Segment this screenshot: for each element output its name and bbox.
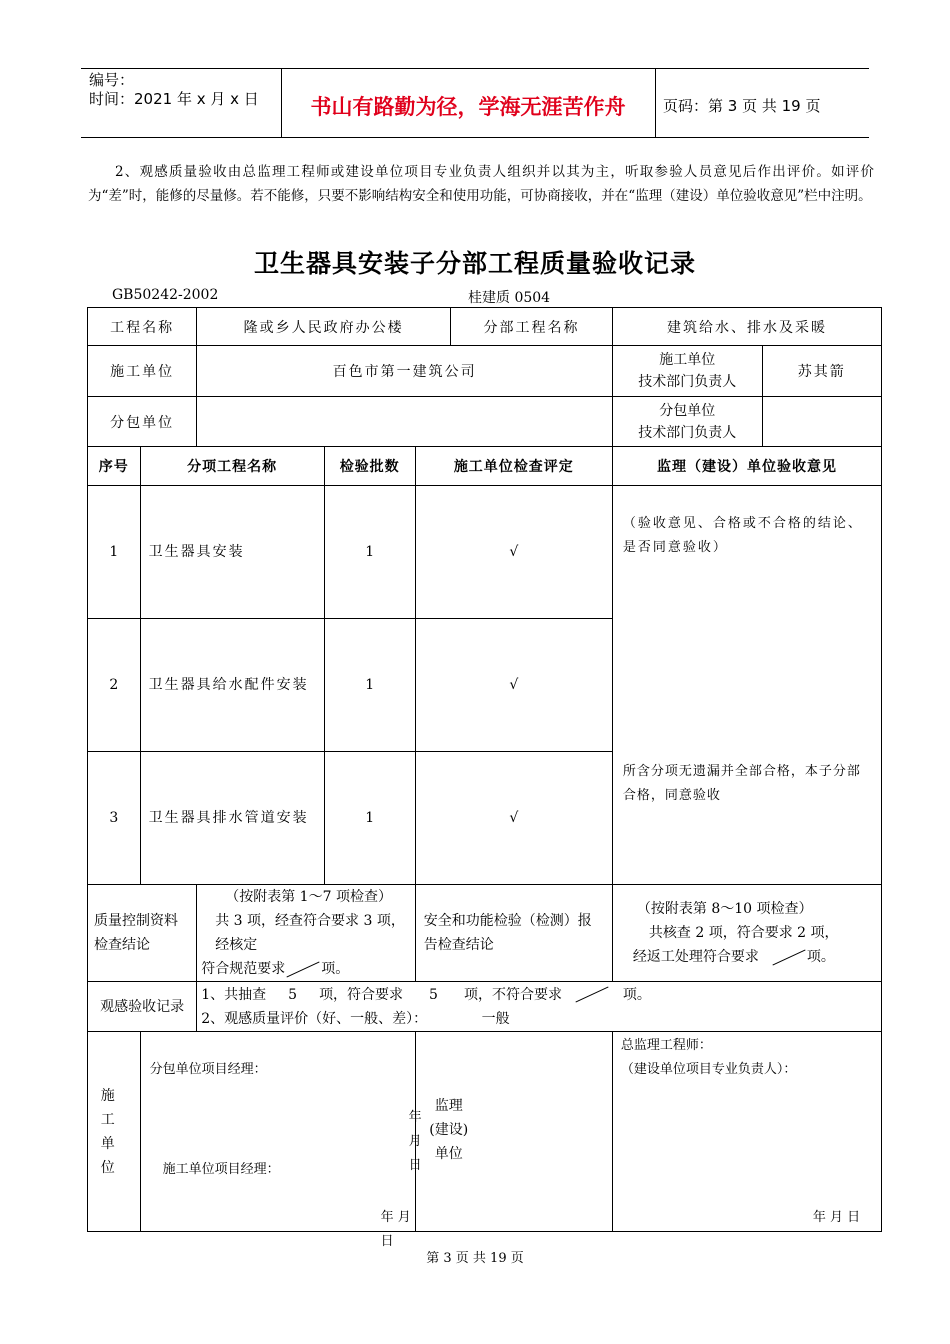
visual-line1d: 项。 — [622, 986, 651, 1003]
time-label: 时间：2021 年 x 月 x 日 — [89, 90, 259, 108]
col-eval: 施工单位检查评定 — [415, 447, 612, 486]
safety-label: 安全和功能检验（检测）报告检查结论 — [415, 885, 612, 982]
row-eval: √ — [415, 619, 612, 752]
row-item: 卫生器具安装 — [140, 486, 324, 619]
supervisor-label-block — [416, 1094, 482, 1166]
blank-slash — [287, 961, 320, 977]
visual-label: 观感验收记录 — [88, 982, 197, 1032]
supervisor-sign-label — [415, 1032, 612, 1232]
project-name: 隆或乡人民政府办公楼 — [197, 308, 451, 346]
supervisor-sign-area — [612, 1032, 881, 1232]
document-title: 卫生器具安装子分部工程质量验收记录 — [253, 249, 696, 278]
sign-date-3: 年 月 日 — [812, 1210, 861, 1225]
sub-tech — [762, 397, 881, 447]
quality-docs-result — [197, 885, 415, 982]
constructor-label-text: 施工单位 — [100, 1087, 127, 1176]
visual-line2a: 2、观感质量评价（好、一般、差）： — [201, 1010, 428, 1027]
visual-count: 5 — [288, 986, 298, 1003]
row-eval: √ — [415, 752, 612, 885]
main-pm-label: 施工单位项目经理： — [162, 1162, 280, 1177]
constructor-sign-area — [140, 1032, 422, 1249]
subcontractor-name — [197, 397, 613, 447]
header-meta — [89, 71, 259, 109]
sub-tech-label-1: 分包单位 — [659, 402, 716, 419]
quality-docs-line1: （按附表第 1～7 项检查） — [225, 889, 392, 905]
acceptance-table — [87, 307, 882, 1249]
contractor-tech: 苏其箭 — [762, 346, 881, 397]
visual-line1a: 1、共抽查 — [201, 986, 267, 1003]
blank-slash — [772, 949, 805, 965]
row-no: 1 — [88, 486, 141, 619]
safety-line3b: 项。 — [806, 949, 835, 965]
col-item: 分项工程名称 — [140, 447, 324, 486]
col-batches: 检验批数 — [324, 447, 415, 486]
visual-line1b: 项，符合要求 — [319, 986, 404, 1003]
row-item: 卫生器具给水配件安装 — [140, 619, 324, 752]
visual-result — [197, 982, 882, 1032]
quality-docs-line3b: 项。 — [321, 961, 350, 977]
sub-pm-label: 分包单位项目经理： — [149, 1062, 267, 1077]
row-batches: 1 — [324, 752, 415, 885]
supervisor-label-1: 监理 — [434, 1098, 463, 1114]
owner-label: （建设单位项目专业负责人）： — [620, 1062, 797, 1077]
blank-slash — [576, 986, 609, 1002]
row-batches: 1 — [324, 619, 415, 752]
supervisor-label-3: 单位 — [434, 1146, 463, 1162]
form-code: 桂建质 0504 — [468, 290, 551, 306]
sub-tech-label — [612, 397, 762, 447]
visual-line1c: 项，不符合要求 — [463, 986, 562, 1003]
project-name-label: 工程名称 — [88, 308, 197, 346]
note-paragraph: 2、观感质量验收由总监理工程师或建设单位项目专业负责人组织并以其为主，听取参验人员意见后作出评价。如评价为“差”时，能修的尽量修。若不能修，只要不影响结构安全和使用功能，可协商接收，并在“监理（建设）单位验收意见”栏中注明。 — [88, 164, 874, 204]
contractor-tech-label-2: 技术部门负责人 — [638, 374, 737, 390]
table-row — [88, 486, 882, 619]
quality-docs-line2: 共 3 项，经查符合要求 3 项，经核定 — [215, 913, 405, 953]
col-no: 序号 — [88, 447, 141, 486]
opinion-text: 所含分项无遗漏并全部合格，本子分部合格，同意验收 — [622, 764, 861, 803]
row-batches: 1 — [324, 486, 415, 619]
motto: 书山有路勤为径，学海无涯苦作舟 — [310, 95, 626, 119]
constructor-sign-label — [88, 1032, 141, 1232]
row-eval: √ — [415, 486, 612, 619]
contractor-label: 施工单位 — [88, 346, 197, 397]
standard-code: GB50242-2002 — [112, 287, 219, 303]
division-name: 建筑给水、排水及采暖 — [612, 308, 881, 346]
contractor-name: 百色市第一建筑公司 — [197, 346, 613, 397]
quality-docs-label: 质量控制资料检查结论 — [88, 885, 197, 982]
page-header — [81, 68, 869, 138]
row-no: 3 — [88, 752, 141, 885]
subcontractor-label: 分包单位 — [88, 397, 197, 447]
division-label: 分部工程名称 — [451, 308, 613, 346]
row-no: 2 — [88, 619, 141, 752]
row-item: 卫生器具排水管道安装 — [140, 752, 324, 885]
safety-result — [612, 885, 881, 982]
serial-label: 编号： — [89, 71, 135, 89]
safety-line3a: 经返工处理符合要求 — [632, 949, 759, 965]
visual-rating: 一般 — [481, 1010, 510, 1027]
sign-date-1: 年 月 日 — [408, 1110, 422, 1173]
opinion-hint: （验收意见、合格或不合格的结论、是否同意验收） — [622, 516, 863, 555]
quality-docs-line3a: 符合规范要求 — [201, 961, 286, 977]
safety-line2: 共核查 2 项，符合要求 2 项， — [648, 925, 839, 941]
visual-ok: 5 — [429, 986, 438, 1003]
contractor-tech-label-1: 施工单位 — [659, 352, 716, 368]
safety-line1: （按附表第 8～10 项检查） — [636, 901, 813, 917]
opinion-cell — [612, 486, 881, 885]
supervisor-label-2: (建设) — [429, 1122, 469, 1138]
page-footer: 第 3 页 共 19 页 — [426, 1251, 524, 1266]
sub-tech-label-2: 技术部门负责人 — [638, 424, 737, 441]
contractor-tech-label — [612, 346, 762, 397]
col-opinion: 监理（建设）单位验收意见 — [612, 447, 881, 486]
page-label: 页码：第 3 页 共 19 页 — [663, 97, 821, 115]
chief-label: 总监理工程师： — [620, 1038, 712, 1053]
sign-date-2: 年 月 日 — [380, 1210, 411, 1249]
